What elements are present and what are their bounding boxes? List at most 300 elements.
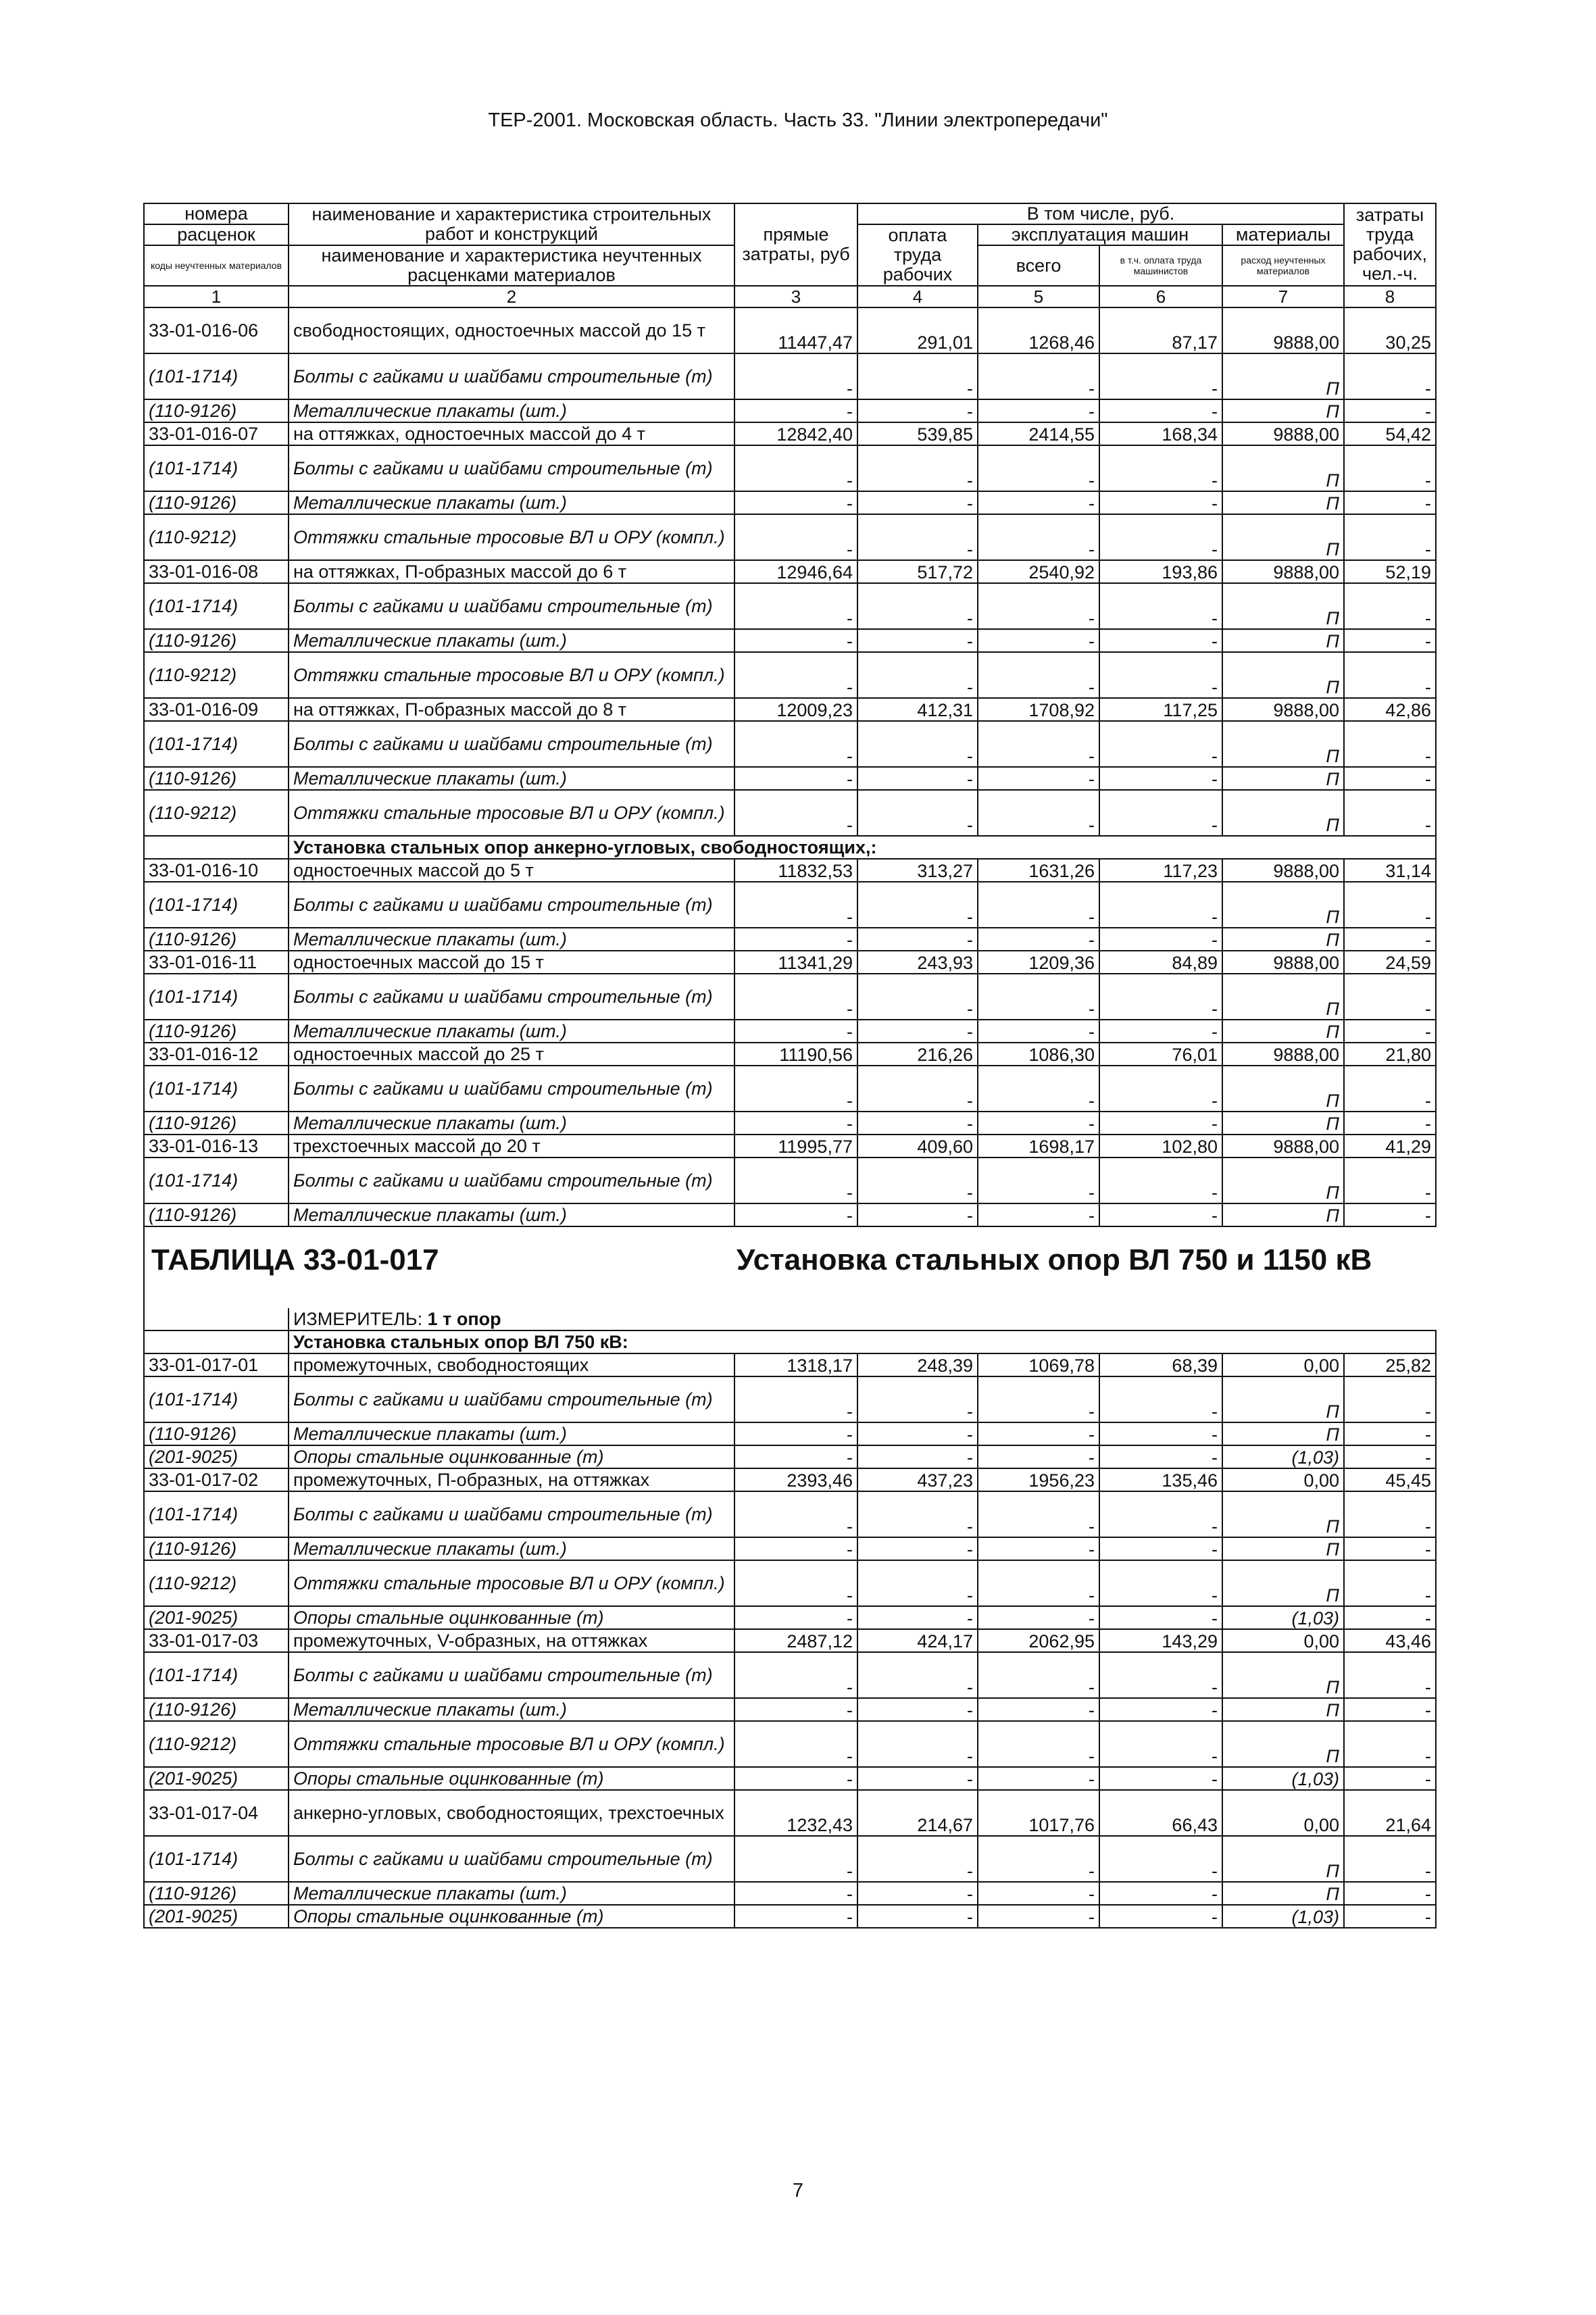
- machines-labor: 66,43: [1099, 1790, 1222, 1836]
- material-name: Болты с гайками и шайбами строительные (т): [289, 1836, 734, 1882]
- material-row: [144, 1158, 1436, 1203]
- rate-name: на оттяжках, одностоечных массой до 4 т: [289, 422, 734, 445]
- labor-hours: 41,29: [1344, 1135, 1436, 1158]
- material-code: (101-1714): [144, 1376, 289, 1422]
- material-usage: П: [1222, 1203, 1344, 1226]
- rate-name: одностоечных массой до 25 т: [289, 1043, 734, 1066]
- rate-name: свободностоящих, одностоечных массой до 15 т: [289, 307, 734, 353]
- machines-total: 2540,92: [978, 560, 1099, 583]
- machines-total: 1268,46: [978, 307, 1099, 353]
- material-usage: П: [1222, 583, 1344, 629]
- dash-cell: -: [857, 928, 978, 951]
- machines-labor: 117,25: [1099, 698, 1222, 721]
- rate-row: [144, 1043, 1436, 1066]
- material-row: [144, 652, 1436, 698]
- measure-cell: [289, 1308, 1436, 1330]
- material-row: [144, 1376, 1436, 1422]
- material-row: [144, 583, 1436, 629]
- section-row: [144, 1330, 1436, 1353]
- material-name: Болты с гайками и шайбами строительные (т): [289, 445, 734, 491]
- rate-code: 33-01-017-03: [144, 1629, 289, 1652]
- labor-cost: 243,93: [857, 951, 978, 974]
- dash-cell: -: [857, 1422, 978, 1445]
- idx-2: 2: [289, 286, 734, 307]
- material-name: Металлические плакаты (шт.): [289, 399, 734, 422]
- rate-row: [144, 1135, 1436, 1158]
- dash-cell: -: [978, 1066, 1099, 1112]
- dash-cell: -: [1099, 1560, 1222, 1606]
- material-usage: П: [1222, 1652, 1344, 1698]
- dash-cell: -: [857, 974, 978, 1020]
- dash-cell: -: [1344, 1721, 1436, 1767]
- material-name: Металлические плакаты (шт.): [289, 1203, 734, 1226]
- dash-cell: -: [1099, 583, 1222, 629]
- dash-cell: -: [978, 1606, 1099, 1629]
- material-usage: П: [1222, 1560, 1344, 1606]
- dash-cell: -: [1344, 491, 1436, 514]
- rate-row: [144, 1629, 1436, 1652]
- material-name: Металлические плакаты (шт.): [289, 767, 734, 790]
- dash-cell: -: [1099, 652, 1222, 698]
- rate-code: 33-01-016-13: [144, 1135, 289, 1158]
- material-name: Металлические плакаты (шт.): [289, 1882, 734, 1905]
- dash-cell: -: [1099, 1422, 1222, 1445]
- dash-cell: -: [734, 353, 857, 399]
- dash-cell: -: [1099, 767, 1222, 790]
- dash-cell: -: [1099, 491, 1222, 514]
- material-row: [144, 1445, 1436, 1468]
- material-name: Металлические плакаты (шт.): [289, 1112, 734, 1135]
- material-usage: П: [1222, 399, 1344, 422]
- idx-7: 7: [1222, 286, 1344, 307]
- material-usage: П: [1222, 445, 1344, 491]
- material-row: [144, 1422, 1436, 1445]
- machines-total: 2414,55: [978, 422, 1099, 445]
- dash-cell: -: [1099, 928, 1222, 951]
- dash-cell: -: [1344, 445, 1436, 491]
- dash-cell: -: [857, 1066, 978, 1112]
- rate-name: на оттяжках, П-образных массой до 6 т: [289, 560, 734, 583]
- dash-cell: -: [734, 1652, 857, 1698]
- dash-cell: -: [734, 1066, 857, 1112]
- dash-cell: -: [1344, 652, 1436, 698]
- machines-labor: 193,86: [1099, 560, 1222, 583]
- col2-top: наименование и характеристика строительных работ и конструкций: [289, 203, 734, 245]
- dash-cell: -: [857, 1112, 978, 1135]
- material-name: Металлические плакаты (шт.): [289, 928, 734, 951]
- dash-cell: -: [734, 491, 857, 514]
- materials-cost: 9888,00: [1222, 698, 1344, 721]
- dash-cell: -: [734, 1882, 857, 1905]
- dash-cell: -: [978, 1721, 1099, 1767]
- material-usage: (1,03): [1222, 1905, 1344, 1928]
- dash-cell: -: [978, 1112, 1099, 1135]
- dash-cell: -: [857, 652, 978, 698]
- dash-cell: -: [1099, 1882, 1222, 1905]
- dash-cell: -: [1344, 353, 1436, 399]
- material-usage: П: [1222, 1698, 1344, 1721]
- material-name: Болты с гайками и шайбами строительные (т): [289, 1491, 734, 1537]
- machines-total: 1069,78: [978, 1353, 1099, 1376]
- dash-cell: -: [1099, 1698, 1222, 1721]
- material-row: [144, 445, 1436, 491]
- direct-cost: 1318,17: [734, 1353, 857, 1376]
- material-name: Опоры стальные оцинкованные (т): [289, 1767, 734, 1790]
- materials-cost: 9888,00: [1222, 560, 1344, 583]
- material-code: (201-9025): [144, 1606, 289, 1629]
- material-code: (110-9126): [144, 1112, 289, 1135]
- dash-cell: -: [1344, 1112, 1436, 1135]
- dash-cell: -: [1099, 445, 1222, 491]
- material-code: (101-1714): [144, 1652, 289, 1698]
- dash-cell: -: [1344, 1491, 1436, 1537]
- materials-cost: 0,00: [1222, 1629, 1344, 1652]
- dash-cell: -: [978, 1020, 1099, 1043]
- dash-cell: -: [734, 399, 857, 422]
- dash-cell: -: [734, 1560, 857, 1606]
- material-code: (101-1714): [144, 353, 289, 399]
- material-row: [144, 399, 1436, 422]
- dash-cell: -: [734, 928, 857, 951]
- rate-name: промежуточных, свободностоящих: [289, 1353, 734, 1376]
- labor-hours: 30,25: [1344, 307, 1436, 353]
- material-usage: П: [1222, 1721, 1344, 1767]
- direct-cost: 2487,12: [734, 1629, 857, 1652]
- rate-row: [144, 422, 1436, 445]
- material-code: (101-1714): [144, 1836, 289, 1882]
- dash-cell: -: [734, 767, 857, 790]
- materials-cost: 9888,00: [1222, 859, 1344, 882]
- rate-code: 33-01-017-02: [144, 1468, 289, 1491]
- dash-cell: -: [734, 790, 857, 836]
- dash-cell: -: [734, 1376, 857, 1422]
- dash-cell: -: [1344, 1606, 1436, 1629]
- dash-cell: -: [1099, 1112, 1222, 1135]
- labor-hours: 54,42: [1344, 422, 1436, 445]
- dash-cell: -: [978, 721, 1099, 767]
- rate-code: 33-01-016-06: [144, 307, 289, 353]
- dash-cell: -: [857, 1652, 978, 1698]
- material-usage: П: [1222, 353, 1344, 399]
- dash-cell: -: [1099, 721, 1222, 767]
- labor-cost: 412,31: [857, 698, 978, 721]
- section-anchor-heading: Установка стальных опор анкерно-угловых, свободностоящих,:: [289, 836, 1436, 859]
- dash-cell: -: [734, 1112, 857, 1135]
- dash-cell: -: [857, 1721, 978, 1767]
- dash-cell: -: [1099, 1537, 1222, 1560]
- rate-row: [144, 1790, 1436, 1836]
- dash-cell: -: [1099, 1905, 1222, 1928]
- material-name: Металлические плакаты (шт.): [289, 1537, 734, 1560]
- dash-cell: -: [1099, 790, 1222, 836]
- dash-cell: -: [1099, 1836, 1222, 1882]
- material-usage: (1,03): [1222, 1606, 1344, 1629]
- dash-cell: -: [978, 1158, 1099, 1203]
- dash-cell: -: [1344, 1066, 1436, 1112]
- rate-name: промежуточных, П-образных, на оттяжках: [289, 1468, 734, 1491]
- idx-8: 8: [1344, 286, 1436, 307]
- material-usage: П: [1222, 882, 1344, 928]
- rate-row: [144, 698, 1436, 721]
- material-row: [144, 1537, 1436, 1560]
- dash-cell: -: [1344, 1537, 1436, 1560]
- material-code: (101-1714): [144, 445, 289, 491]
- material-code: (110-9126): [144, 767, 289, 790]
- machines-labor: 84,89: [1099, 951, 1222, 974]
- dash-cell: -: [734, 1158, 857, 1203]
- dash-cell: -: [734, 882, 857, 928]
- machines-labor: 117,23: [1099, 859, 1222, 882]
- material-code: (201-9025): [144, 1905, 289, 1928]
- material-row: [144, 928, 1436, 951]
- material-code: (101-1714): [144, 1491, 289, 1537]
- material-row: [144, 1491, 1436, 1537]
- material-name: Металлические плакаты (шт.): [289, 629, 734, 652]
- material-name: Металлические плакаты (шт.): [289, 1698, 734, 1721]
- dash-cell: -: [734, 1422, 857, 1445]
- dash-cell: -: [734, 1445, 857, 1468]
- table-header: [144, 203, 1436, 307]
- material-usage: П: [1222, 974, 1344, 1020]
- dash-cell: -: [857, 790, 978, 836]
- measure-label: ИЗМЕРИТЕЛЬ:: [293, 1309, 428, 1329]
- material-name: Металлические плакаты (шт.): [289, 491, 734, 514]
- dash-cell: -: [857, 1882, 978, 1905]
- rate-code: 33-01-016-09: [144, 698, 289, 721]
- material-usage: П: [1222, 1537, 1344, 1560]
- material-code: (110-9126): [144, 928, 289, 951]
- col2-bot: наименование и характеристика неучтенных расценками материалов: [289, 245, 734, 286]
- machines-total: 1086,30: [978, 1043, 1099, 1066]
- dash-cell: -: [1344, 1203, 1436, 1226]
- materials-cost: 9888,00: [1222, 307, 1344, 353]
- dash-cell: -: [1099, 399, 1222, 422]
- rate-code: 33-01-017-01: [144, 1353, 289, 1376]
- dash-cell: -: [978, 790, 1099, 836]
- col4-header: оплата труда рабочих: [857, 224, 978, 286]
- dash-cell: -: [978, 1560, 1099, 1606]
- material-code: (110-9126): [144, 399, 289, 422]
- dash-cell: -: [1344, 1652, 1436, 1698]
- dash-cell: -: [978, 1203, 1099, 1226]
- material-code: (110-9126): [144, 1020, 289, 1043]
- dash-cell: -: [978, 1376, 1099, 1422]
- dash-cell: -: [1099, 1721, 1222, 1767]
- labor-cost: 313,27: [857, 859, 978, 882]
- dash-cell: -: [1344, 1376, 1436, 1422]
- materials-cost: 9888,00: [1222, 1043, 1344, 1066]
- dash-cell: -: [978, 1698, 1099, 1721]
- material-row: [144, 629, 1436, 652]
- material-row: [144, 353, 1436, 399]
- direct-cost: 2393,46: [734, 1468, 857, 1491]
- dash-cell: -: [1344, 1445, 1436, 1468]
- labor-hours: 45,45: [1344, 1468, 1436, 1491]
- rate-row: [144, 1468, 1436, 1491]
- material-name: Металлические плакаты (шт.): [289, 1020, 734, 1043]
- dash-cell: -: [978, 1767, 1099, 1790]
- material-code: (110-9212): [144, 1721, 289, 1767]
- material-usage: П: [1222, 767, 1344, 790]
- group-header: В том числе, руб.: [857, 203, 1344, 224]
- table-title-row: [144, 1226, 1436, 1308]
- dash-cell: -: [1344, 790, 1436, 836]
- rate-code: 33-01-016-07: [144, 422, 289, 445]
- table-body: [144, 307, 1436, 1928]
- blank-cell: [144, 1308, 289, 1330]
- machines-total: 2062,95: [978, 1629, 1099, 1652]
- dash-cell: -: [857, 1203, 978, 1226]
- dash-cell: -: [857, 767, 978, 790]
- material-name: Болты с гайками и шайбами строительные (т): [289, 1158, 734, 1203]
- dash-cell: -: [1099, 1445, 1222, 1468]
- dash-cell: -: [857, 1836, 978, 1882]
- machines-labor: 143,29: [1099, 1629, 1222, 1652]
- material-name: Болты с гайками и шайбами строительные (т): [289, 583, 734, 629]
- materials-cost: 9888,00: [1222, 1135, 1344, 1158]
- col8-header: затраты труда рабочих, чел.-ч.: [1344, 203, 1436, 286]
- col1-top: номера: [144, 203, 289, 224]
- material-code: (101-1714): [144, 974, 289, 1020]
- material-usage: П: [1222, 1422, 1344, 1445]
- material-name: Опоры стальные оцинкованные (т): [289, 1905, 734, 1928]
- rate-name: трехстоечных массой до 20 т: [289, 1135, 734, 1158]
- col6-header: в т.ч. оплата труда машинистов: [1099, 245, 1222, 286]
- dash-cell: -: [978, 1905, 1099, 1928]
- dash-cell: -: [1344, 767, 1436, 790]
- col5-header: всего: [978, 245, 1099, 286]
- labor-cost: 291,01: [857, 307, 978, 353]
- labor-cost: 216,26: [857, 1043, 978, 1066]
- dash-cell: -: [857, 1905, 978, 1928]
- idx-4: 4: [857, 286, 978, 307]
- dash-cell: -: [857, 721, 978, 767]
- material-usage: П: [1222, 1376, 1344, 1422]
- blank-cell: [144, 1330, 289, 1353]
- dash-cell: -: [734, 1203, 857, 1226]
- dash-cell: -: [1099, 1491, 1222, 1537]
- dash-cell: -: [1099, 1606, 1222, 1629]
- material-usage: П: [1222, 1066, 1344, 1112]
- machines-labor: 87,17: [1099, 307, 1222, 353]
- material-usage: П: [1222, 1882, 1344, 1905]
- measure-value: 1 т опор: [427, 1309, 501, 1329]
- material-row: [144, 1767, 1436, 1790]
- direct-cost: 11832,53: [734, 859, 857, 882]
- dash-cell: -: [978, 928, 1099, 951]
- dash-cell: -: [1099, 514, 1222, 560]
- labor-hours: 21,64: [1344, 1790, 1436, 1836]
- material-usage: П: [1222, 1491, 1344, 1537]
- dash-cell: -: [978, 491, 1099, 514]
- machines-total: 1698,17: [978, 1135, 1099, 1158]
- dash-cell: -: [978, 514, 1099, 560]
- dash-cell: -: [978, 767, 1099, 790]
- rate-row: [144, 1353, 1436, 1376]
- rates-table: [143, 203, 1437, 1928]
- material-usage: (1,03): [1222, 1767, 1344, 1790]
- machines-labor: 135,46: [1099, 1468, 1222, 1491]
- material-row: [144, 1652, 1436, 1698]
- labor-hours: 52,19: [1344, 560, 1436, 583]
- dash-cell: -: [857, 629, 978, 652]
- material-usage: П: [1222, 1836, 1344, 1882]
- page-title: ТЕР-2001. Московская область. Часть 33. "Линии электропередачи": [488, 109, 1108, 131]
- labor-cost: 437,23: [857, 1468, 978, 1491]
- materials-cost: 9888,00: [1222, 951, 1344, 974]
- material-row: [144, 974, 1436, 1020]
- col1-bot: коды неучтенных материалов: [144, 245, 289, 286]
- material-code: (110-9126): [144, 629, 289, 652]
- dash-cell: -: [978, 974, 1099, 1020]
- rate-name: на оттяжках, П-образных массой до 8 т: [289, 698, 734, 721]
- labor-hours: 43,46: [1344, 1629, 1436, 1652]
- direct-cost: 12946,64: [734, 560, 857, 583]
- dash-cell: -: [857, 399, 978, 422]
- dash-cell: -: [857, 1158, 978, 1203]
- material-usage: П: [1222, 1112, 1344, 1135]
- labor-cost: 517,72: [857, 560, 978, 583]
- dash-cell: -: [734, 974, 857, 1020]
- idx-3: 3: [734, 286, 857, 307]
- direct-cost: 11190,56: [734, 1043, 857, 1066]
- material-row: [144, 1020, 1436, 1043]
- dash-cell: -: [857, 353, 978, 399]
- material-code: (110-9212): [144, 652, 289, 698]
- section-row: [144, 836, 1436, 859]
- material-usage: П: [1222, 652, 1344, 698]
- dash-cell: -: [857, 1537, 978, 1560]
- material-row: [144, 1203, 1436, 1226]
- materials-cost: 0,00: [1222, 1353, 1344, 1376]
- material-row: [144, 1698, 1436, 1721]
- direct-cost: 11341,29: [734, 951, 857, 974]
- labor-hours: 42,86: [1344, 698, 1436, 721]
- table-title: Установка стальных опор ВЛ 750 и 1150 кВ: [737, 1243, 1372, 1276]
- direct-cost: 12842,40: [734, 422, 857, 445]
- material-name: Болты с гайками и шайбами строительные (т): [289, 1066, 734, 1112]
- dash-cell: -: [1344, 399, 1436, 422]
- dash-cell: -: [734, 1491, 857, 1537]
- rate-name: одностоечных массой до 15 т: [289, 951, 734, 974]
- material-row: [144, 721, 1436, 767]
- idx-5: 5: [978, 286, 1099, 307]
- dash-cell: -: [857, 882, 978, 928]
- material-row: [144, 1836, 1436, 1882]
- material-code: (101-1714): [144, 583, 289, 629]
- machines-total: 1956,23: [978, 1468, 1099, 1491]
- table-label: ТАБЛИЦА 33-01-017: [151, 1243, 439, 1276]
- dash-cell: -: [1344, 1698, 1436, 1721]
- material-row: [144, 1721, 1436, 1767]
- dash-cell: -: [978, 1422, 1099, 1445]
- labor-cost: 424,17: [857, 1629, 978, 1652]
- machines-total: 1708,92: [978, 698, 1099, 721]
- dash-cell: -: [734, 1836, 857, 1882]
- dash-cell: -: [978, 1537, 1099, 1560]
- dash-cell: -: [1344, 882, 1436, 928]
- dash-cell: -: [734, 583, 857, 629]
- dash-cell: -: [857, 1020, 978, 1043]
- material-name: Болты с гайками и шайбами строительные (т): [289, 353, 734, 399]
- machines-labor: 76,01: [1099, 1043, 1222, 1066]
- dash-cell: -: [857, 1560, 978, 1606]
- material-name: Болты с гайками и шайбами строительные (т): [289, 1376, 734, 1422]
- direct-cost: 11995,77: [734, 1135, 857, 1158]
- labor-hours: 25,82: [1344, 1353, 1436, 1376]
- rates-table-wrapper: [143, 203, 1435, 1928]
- col1-mid: расценок: [144, 224, 289, 245]
